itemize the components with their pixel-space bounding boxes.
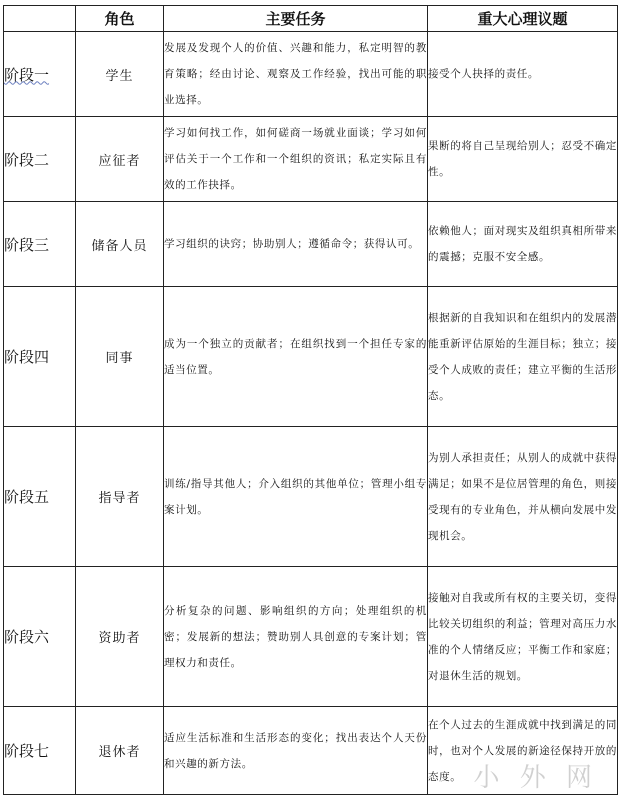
role-cell: 学生 xyxy=(76,32,164,117)
table-row xyxy=(4,427,618,567)
table-row xyxy=(4,32,618,117)
table-row xyxy=(4,567,618,707)
issue-cell: 为别人承担责任；从别人的成就中获得满足；如果不是位居管理的角色，则接受现有的专业角色，并从横向发展中发现机会。 xyxy=(428,427,618,567)
header-task: 主要任务 xyxy=(164,6,428,32)
stage-label: 阶段五 xyxy=(4,427,76,567)
role-cell: 指导者 xyxy=(76,427,164,567)
task-cell: 学习如何找工作，如何磋商一场就业面谈；学习如何评估关于一个工作和一个组织的资讯；私定实际且有效的工作抉择。 xyxy=(164,117,428,202)
task-cell: 学习组织的诀窍；协助别人；遵循命令；获得认可。 xyxy=(164,202,428,287)
stage-label: 阶段七 xyxy=(4,707,76,795)
issue-cell: 在个人过去的生涯成就中找到满足的同时，也对个人发展的新途径保持开放的态度。 xyxy=(428,707,618,795)
table-row xyxy=(4,117,618,202)
header-issue: 重大心理议题 xyxy=(428,6,618,32)
role-cell: 储备人员 xyxy=(76,202,164,287)
issue-cell: 接触对自我或所有权的主要关切，变得比较关切组织的利益；管理对高压力水准的个人情绪反应；平衡工作和家庭；对退休生活的规划。 xyxy=(428,567,618,707)
watermark: 小 外 网 xyxy=(473,763,598,793)
table-row xyxy=(4,202,618,287)
role-cell: 同事 xyxy=(76,287,164,427)
task-cell: 适应生活标准和生活形态的变化；找出表达个人天份和兴趣的新方法。 xyxy=(164,707,428,795)
issue-cell: 根据新的自我知识和在组织内的发展潜能重新评估原始的生涯目标；独立；接受个人成败的责任；建立平衡的生活形态。 xyxy=(428,287,618,427)
role-cell: 应征者 xyxy=(76,117,164,202)
stage-label: 阶段六 xyxy=(4,567,76,707)
career-stage-table xyxy=(3,5,618,795)
stage-label: 阶段二 xyxy=(4,117,76,202)
task-cell: 发展及发现个人的价值、兴趣和能力，私定明智的教育策略；经由讨论、观察及工作经验，找出可能的职业选择。 xyxy=(164,32,428,117)
header-role: 角色 xyxy=(76,6,164,32)
stage-label: 阶段一 xyxy=(4,65,50,84)
issue-cell: 接受个人抉择的责任。 xyxy=(428,32,618,117)
task-cell: 成为一个独立的贡献者；在组织找到一个担任专家的适当位置。 xyxy=(164,287,428,427)
table-row xyxy=(4,287,618,427)
task-cell: 分析复杂的问题、影响组织的方向；处理组织的机密；发展新的想法；赞助别人具创意的专案计划；管理权力和责任。 xyxy=(164,567,428,707)
task-cell: 训练/指导其他人；介入组织的其他单位；管理小组专案计划。 xyxy=(164,427,428,567)
header-stage xyxy=(4,6,76,32)
stage-label: 阶段四 xyxy=(4,287,76,427)
stage-label: 阶段三 xyxy=(4,202,76,287)
role-cell: 退休者 xyxy=(76,707,164,795)
issue-cell: 果断的将自己呈现给别人；忍受不确定性。 xyxy=(428,117,618,202)
role-cell: 资助者 xyxy=(76,567,164,707)
issue-cell: 依赖他人；面对现实及组织真相所带来的震撼；克服不安全感。 xyxy=(428,202,618,287)
table-header-row xyxy=(4,6,618,32)
